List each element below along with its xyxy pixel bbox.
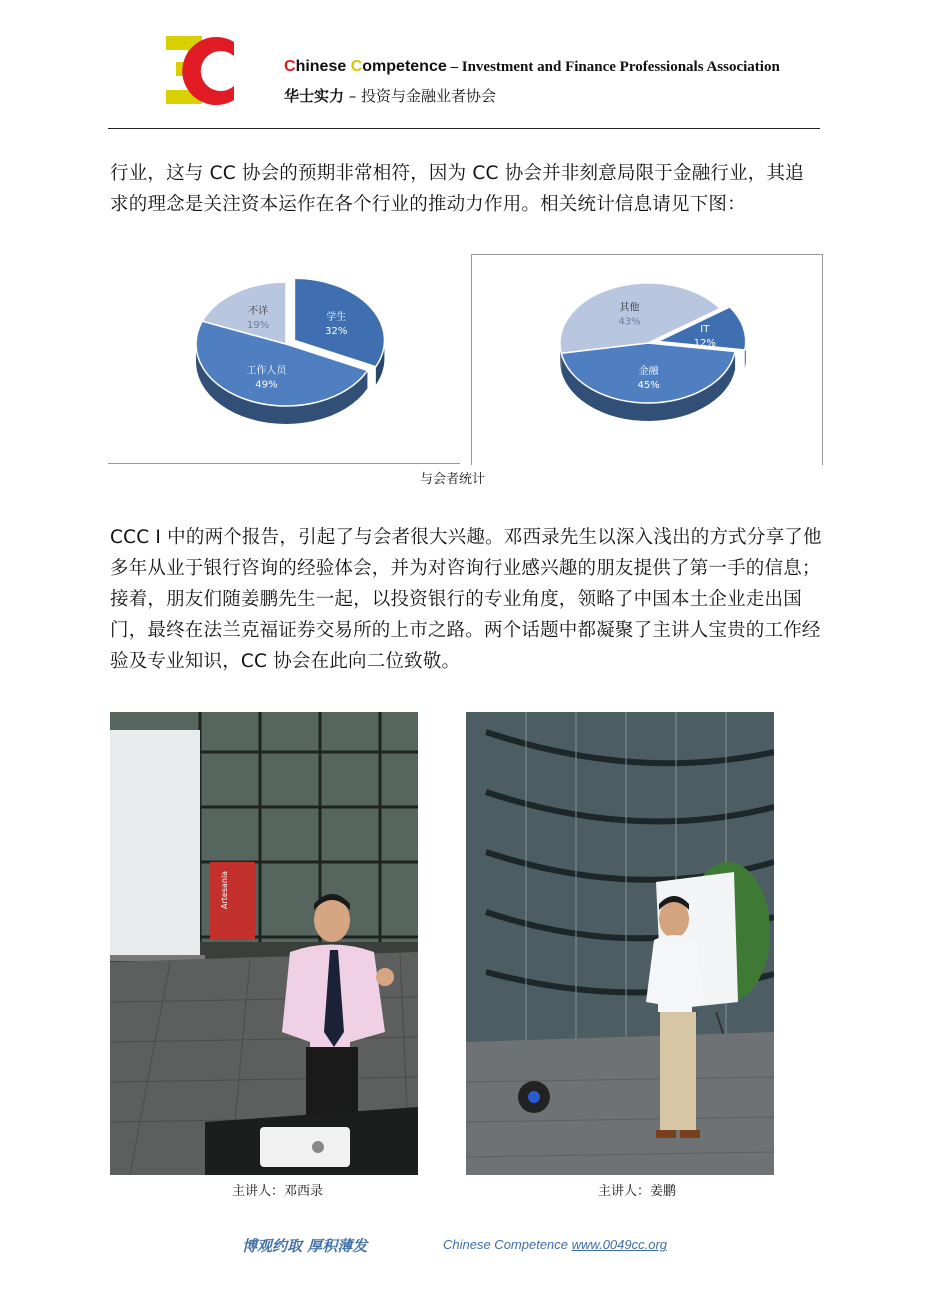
footer-site-name: Chinese Competence xyxy=(443,1237,572,1252)
photo-speaker-deng xyxy=(110,712,418,1175)
paragraph-reports: CCC I 中的两个报告，引起了与会者很大兴趣。邓西录先生以深入浅出的方式分享了他多年从业于银行咨询的经验体会，并为对咨询行业感兴趣的朋友提供了第一手的信息；接着，朋友们随姜鹏先生一起，以投资银行的专业角度，领略了中国本土企业走出国门，最终在法兰克福证券交易所的上市之路。两个话题中都凝聚了主讲人宝贵的工作经验及专业知识，CC 协会在此向二位致敬。 xyxy=(110,527,822,672)
pie-left-label-0: 学生 xyxy=(326,312,347,324)
chart-baseline xyxy=(108,463,460,464)
pie-left-value-2: 19% xyxy=(247,319,270,331)
paragraph-intro: 行业，这与 CC 协会的预期非常相符，因为 CC 协会并非刻意局限于金融行业，其追求的理念是关注资本运作在各个行业的推动力作用。相关统计信息请见下图： xyxy=(110,163,804,215)
chart-attendee-status xyxy=(108,254,460,464)
pie-right-label-0: IT xyxy=(700,323,710,335)
pie-right-label-2: 其他 xyxy=(619,302,640,314)
pie-right-value-2: 43% xyxy=(618,316,641,328)
chart-attendee-industry xyxy=(471,254,823,465)
footer-motto: 博观约取 厚积薄发 xyxy=(242,1237,368,1255)
chart-attendee-industry-svg xyxy=(472,255,822,465)
pie-right-value-0: 12% xyxy=(693,337,716,349)
3c-logo-icon xyxy=(158,28,238,112)
photo-caption-deng: 主讲人：邓西录 xyxy=(232,1184,324,1199)
footer-url-link[interactable]: www.0049cc.org xyxy=(571,1237,668,1252)
pie-left-label-2: 不详 xyxy=(248,305,269,317)
footer-site xyxy=(443,1237,667,1252)
pie-left-value-0: 32% xyxy=(325,326,348,338)
chart-attendee-status-svg xyxy=(108,254,460,464)
photo-caption-jiang: 主讲人：姜鹏 xyxy=(598,1184,677,1199)
pie-left-value-1: 49% xyxy=(255,379,278,391)
pie-right-value-1: 45% xyxy=(637,379,660,391)
header-divider xyxy=(108,128,820,129)
chart-caption: 与会者统计 xyxy=(420,472,486,487)
pie-left-label-1: 工作人员 xyxy=(246,365,287,377)
header-brand-cn: 华士实力 – 投资与金融业者协会 xyxy=(284,87,497,105)
photo-speaker-jiang xyxy=(466,712,774,1175)
poster-text: Artesania xyxy=(220,870,229,909)
header-brand-en: Chinese Competence – Investment and Finance Professionals Association xyxy=(284,58,780,75)
pie-right-label-1: 金融 xyxy=(638,365,659,377)
